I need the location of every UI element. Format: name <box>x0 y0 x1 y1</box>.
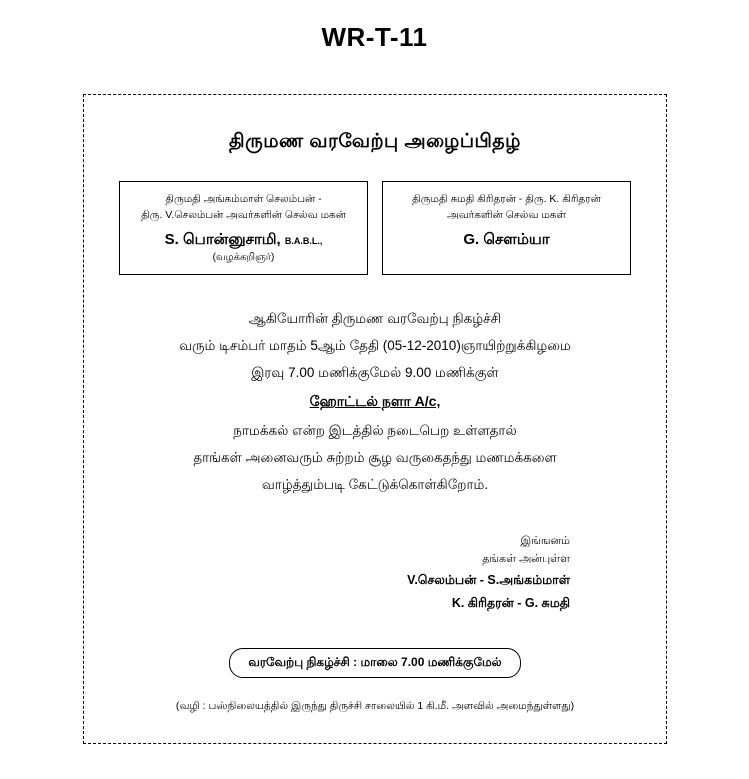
signature-label-1: இங்ஙனம் <box>520 534 570 547</box>
invitation-page <box>0 22 749 771</box>
signature-block <box>106 532 644 614</box>
venue-name: ஹோட்டல் நளா A/c, <box>309 393 441 409</box>
body-line-4: நாமக்கல் என்ற இடத்தில் நடைபெற உள்ளதால் <box>233 422 517 438</box>
groom-parent-line-2: திரு. V.செலம்பன் அவர்களின் செல்வ மகன் <box>141 208 346 221</box>
body-line-1: ஆகியோரின் திருமண வரவேற்பு நிகழ்ச்சி <box>248 311 502 326</box>
invitation-heading: திருமண வரவேற்பு அழைப்பிதழ் <box>229 131 521 152</box>
signature-label-2: தங்கள் அன்புள்ள <box>482 553 570 566</box>
route-note: (வழி : பஸ்நிலையத்தில் இருந்து திருச்சி சாலையில் 1 கி.மீ. அளவில் அமைந்துள்ளது) <box>175 700 575 713</box>
groom-party-box <box>119 181 368 275</box>
groom-name-text: S. பொன்னுசாமி, <box>164 230 281 248</box>
bride-party-box <box>382 181 631 275</box>
groom-degree: B.A.B.L., <box>284 235 323 246</box>
invitation-card-inner <box>84 131 666 779</box>
bride-parent-line-2: அவர்களின் செல்வ மகள் <box>447 208 566 221</box>
page-title: WR-T-11 <box>321 22 428 52</box>
groom-parent-line-1: திருமதி அங்கம்மாள் செலம்பன் - <box>165 193 322 205</box>
groom-occupation: (வழக்கறிஞர்) <box>212 252 275 263</box>
body-line-5: தாங்கள் அனைவரும் சுற்றம் சூழ வருகைதந்து மணமக்களை <box>193 449 557 465</box>
body-line-2: வரும் டிசம்பர் மாதம் 5ஆம் தேதி (05-12-2010)ஞாயிற்றுக்கிழமை <box>179 338 571 353</box>
reception-note: வரவேற்பு நிகழ்ச்சி : மாலை 7.00 மணிக்குமேல் <box>229 648 520 678</box>
invitation-body <box>106 305 644 498</box>
parties-row <box>119 181 631 275</box>
reception-note-wrap <box>106 648 644 678</box>
bride-name: G. சௌம்யா <box>463 230 550 248</box>
body-line-3: இரவு 7.00 மணிக்குமேல் 9.00 மணிக்குள் <box>251 365 499 380</box>
bride-parent-line-1: திருமதி சுமதி கிரிதரன் - திரு. K. கிரிதரன் <box>412 193 601 205</box>
signature-names-1: V.செலம்பன் - S.அங்கம்மாள் <box>407 573 570 588</box>
body-line-6: வாழ்த்தும்படி கேட்டுக்கொள்கிறோம். <box>261 476 489 492</box>
groom-name <box>126 230 361 250</box>
invitation-card <box>83 94 667 744</box>
signature-names-2: K. கிரிதரன் - G. சுமதி <box>451 595 570 610</box>
